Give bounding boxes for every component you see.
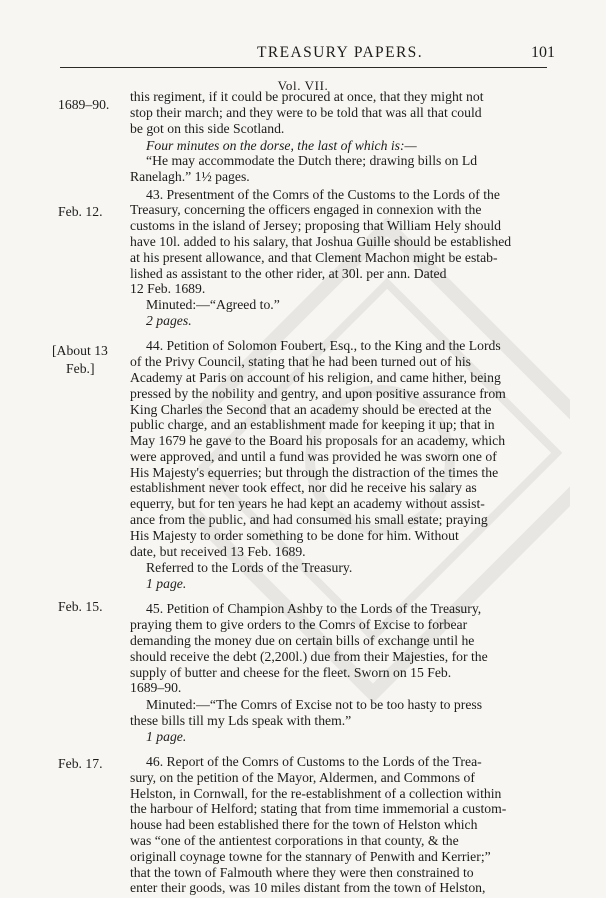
- text-line: public charge, and an establishment made for keeping it up; that in: [130, 417, 495, 432]
- text-line: lished as assistant to the other rider, at 30l. per ann. Dated: [130, 266, 447, 281]
- text-line: originall coynage towne for the stannary of Penwith and Kerrier;”: [130, 849, 491, 864]
- text-line: Minuted:—“The Comrs of Excise not to be too hasty to press: [146, 697, 483, 712]
- text-line: 12 Feb. 1689.: [130, 281, 206, 296]
- text-line: Academy at Paris on account of his religion, and came hither, being: [130, 370, 501, 385]
- text-line: that the town of Falmouth where they were then constrained to: [130, 865, 474, 880]
- margin-note-year: 1689–90.: [58, 97, 110, 112]
- text-line: house had been established there for the town of Helston which: [130, 817, 478, 832]
- text-line: of the Privy Council, stating that he had been turned out of his: [130, 354, 471, 369]
- text-line: His Majesty to order something to be done for him. Without: [130, 528, 459, 543]
- text-line: ance from the public, and had consumed his small estate; praying: [130, 512, 488, 527]
- text-line: these bills till my Lds speak with them.”: [130, 713, 352, 728]
- text-line: enter their goods, was 10 miles distant from the town of Helston,: [130, 880, 486, 895]
- margin-note-about13a: [About 13: [52, 343, 108, 358]
- text-line: 1 page.: [146, 576, 187, 591]
- text-line: Four minutes on the dorse, the last of which is:—: [146, 138, 417, 153]
- text-line: May 1679 he gave to the Board his proposals for an academy, which: [130, 433, 506, 448]
- text-line: His Majesty's equerries; but through the distraction of the times the: [130, 465, 499, 480]
- text-line: be got on this side Scotland.: [130, 121, 285, 136]
- text-line: were approved, and until a fund was provided he was sworn one of: [130, 449, 497, 464]
- text-line: 44. Petition of Solomon Foubert, Esq., to the King and the Lords: [146, 338, 501, 353]
- text-line: Referred to the Lords of the Treasury.: [146, 560, 353, 575]
- text-line: 46. Report of the Comrs of Customs to the Lords of the Trea-: [146, 754, 482, 769]
- text-line: 43. Presentment of the Comrs of the Customs to the Lords of the: [146, 187, 500, 202]
- header-rule: [60, 67, 547, 68]
- text-line: should receive the debt (2,200l.) due from their Majesties, for the: [130, 649, 488, 664]
- margin-note-feb12: Feb. 12.: [58, 204, 103, 219]
- text-line: equerry, but for ten years he had kept an academy without assist-: [130, 496, 485, 511]
- text-line: “He may accommodate the Dutch there; drawing bills on Ld: [146, 153, 478, 168]
- text-line: demanding the money due on certain bills of exchange until he: [130, 633, 475, 648]
- text-line: 2 pages.: [146, 313, 192, 328]
- running-head-title: TREASURY PAPERS.: [257, 44, 423, 61]
- text-line: customs in the island of Jersey; proposing that William Hely should: [130, 218, 501, 233]
- text-line: Minuted:—“Agreed to.”: [146, 297, 280, 312]
- text-line: have 10l. added to his salary, that Joshua Guille should be established: [130, 234, 512, 249]
- text-line: establishment never took effect, nor did he receive his salary as: [130, 480, 477, 495]
- running-head: [0, 44, 606, 64]
- text-line: supply of butter and cheese for the fleet. Sworn on 15 Feb.: [130, 665, 452, 680]
- text-line: 1689–90.: [130, 680, 182, 695]
- text-line: praying them to give orders to the Comrs of Excise to forbear: [130, 617, 468, 632]
- text-line: Ranelagh.” 1½ pages.: [130, 169, 250, 184]
- volume-label: Vol. VII.: [277, 78, 329, 93]
- margin-note-feb15: Feb. 15.: [58, 599, 103, 614]
- text-line: stop their march; and they were to be told that was all that could: [130, 105, 482, 120]
- text-line: was “one of the antientest corporations in that county, & the: [130, 833, 459, 848]
- text-line: Treasury, concerning the officers engaged in connexion with the: [130, 202, 482, 217]
- margin-note-feb17: Feb. 17.: [58, 756, 103, 771]
- text-line: pressed by the nobility and gentry, and upon positive assurance from: [130, 386, 506, 401]
- text-line: King Charles the Second that an academy should be erected at the: [130, 402, 492, 417]
- text-line: Helston, in Cornwall, for the re-establishment of a collection within: [130, 786, 502, 801]
- text-line: at his present allowance, and that Clement Machon might be estab-: [130, 250, 498, 265]
- text-line: the harbour of Helford; stating that from time immemorial a custom-: [130, 801, 507, 816]
- text-line: this regiment, if it could be procured at once, that they might not: [130, 89, 484, 104]
- margin-note-about13b: Feb.]: [66, 361, 95, 376]
- text-line: sury, on the petition of the Mayor, Aldermen, and Commons of: [130, 770, 475, 785]
- page-number: 101: [531, 44, 555, 61]
- text-line: 1 page.: [146, 729, 187, 744]
- text-line: 45. Petition of Champion Ashby to the Lords of the Treasury,: [146, 601, 482, 616]
- text-line: date, but received 13 Feb. 1689.: [130, 544, 306, 559]
